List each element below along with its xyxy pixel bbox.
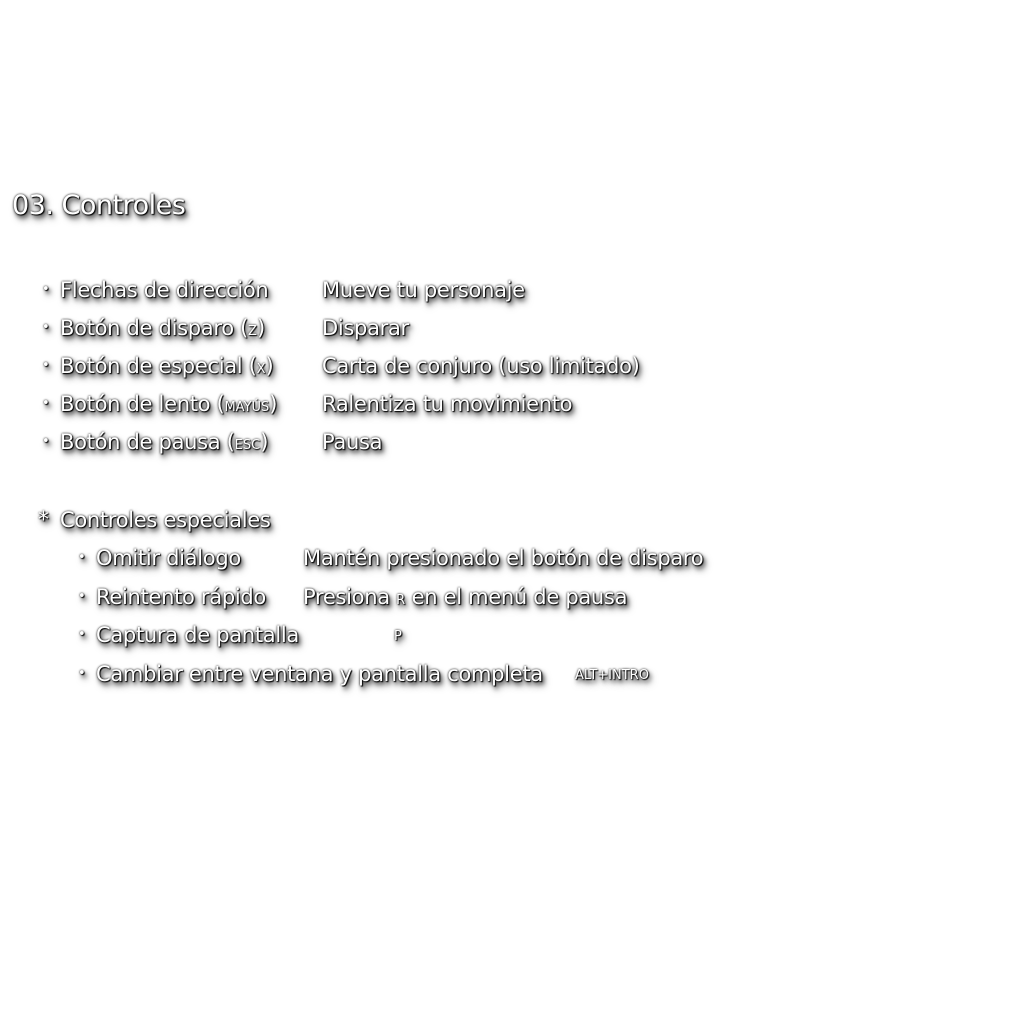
control-action: Flechas de dirección (60, 278, 269, 302)
special-row-skip-dialog (78, 546, 778, 576)
control-description: Mueve tu personaje (322, 278, 525, 302)
asterisk-icon: * (38, 508, 49, 533)
bullet-icon: • (42, 282, 50, 297)
control-description: Mantén presionado el botón de disparo (303, 546, 704, 570)
special-row-screenshot (78, 623, 778, 653)
control-action: Reintento rápido (96, 585, 266, 609)
bullet-icon: • (78, 589, 86, 604)
control-description: Disparar (322, 316, 409, 340)
bullet-icon: • (42, 434, 50, 449)
control-row-pause (42, 430, 742, 460)
key-label: X (256, 362, 266, 377)
special-row-fullscreen (78, 662, 778, 692)
special-controls-title: Controles especiales (60, 508, 271, 532)
key-label: ESC (234, 438, 261, 453)
bullet-icon: • (78, 627, 86, 642)
control-action: Omitir diálogo (96, 546, 241, 570)
special-controls-header (38, 508, 271, 533)
bullet-icon: • (42, 358, 50, 373)
bullet-icon: • (78, 666, 86, 681)
key-label: ALT+INTRO (575, 668, 649, 683)
section-title: 03. Controles (12, 190, 186, 221)
control-description: Pausa (322, 430, 383, 454)
control-row-shoot (42, 316, 742, 346)
key-label: R (396, 593, 406, 608)
key-label: P (394, 629, 402, 644)
control-description: Presiona R en el menú de pausa (303, 585, 628, 609)
control-row-special (42, 354, 742, 384)
control-action: Botón de lento (MAYÚS) (60, 392, 278, 416)
bullet-icon: • (42, 396, 50, 411)
bullet-icon: • (78, 550, 86, 565)
control-action: Botón de especial (X) (60, 354, 274, 378)
special-row-quick-retry (78, 585, 778, 615)
control-action: Captura de pantalla (96, 623, 299, 647)
key-label: Z (248, 324, 257, 339)
control-description: Ralentiza tu movimiento (322, 392, 573, 416)
control-action: Botón de pausa (ESC) (60, 430, 269, 454)
key-label: MAYÚS (224, 400, 270, 415)
control-action: Cambiar entre ventana y pantalla completa (96, 662, 543, 686)
control-action: Botón de disparo (Z) (60, 316, 265, 340)
bullet-icon: • (42, 320, 50, 335)
control-row-arrows (42, 278, 742, 308)
control-row-slow (42, 392, 742, 422)
control-description: Carta de conjuro (uso limitado) (322, 354, 640, 378)
